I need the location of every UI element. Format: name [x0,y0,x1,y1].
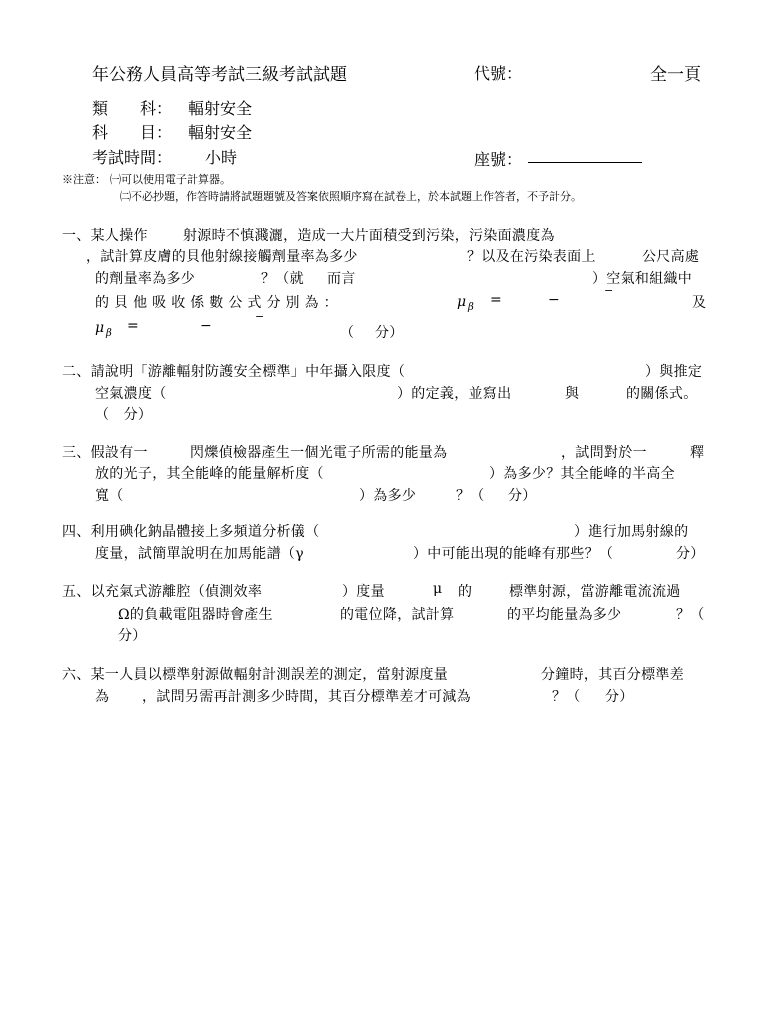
q5-line1c: μ [433,581,443,597]
q3-line1d: 釋 [690,445,705,461]
category-label: 類 科： [92,99,173,118]
q4-line2b: ）中可能出現的能峰有那些？（ [413,546,614,562]
q3-line2b: ）為多少？其全能峰的半高全 [489,466,675,482]
q2-line2d: 的關係式。 [626,386,698,402]
q6-line2b: ，試問另需再計測多少時間，其百分標準差才可減為 [142,689,471,705]
q3-line1c: ，試問對於一 [561,445,647,461]
q1-line1a: 一、某人操作 [62,228,148,244]
equals-sign-air: = [490,292,503,308]
q2-line2b: ）的定義，並寫出 [397,386,512,402]
q1-line2c: 公尺高處 [642,249,700,265]
time-value: 小時 [205,148,238,167]
q2-points: （ 分） [95,407,153,423]
q3-line1b: 閃爍偵檢器產生一個光電子所需的能量為 [190,445,448,461]
beta-subscript-tissue: β [106,328,112,339]
equals-sign-tissue: = [127,318,140,334]
q5-line2d: ？（ [676,607,705,623]
q6-line2d: 分） [605,689,634,705]
mu-symbol-air: μ [457,294,467,310]
q5-line1a: 五、以充氣式游離腔（偵測效率 [62,584,263,600]
q5-line1e: 標準射源，當游離電流流過 [509,584,681,600]
q4-line2c: 分） [676,546,705,562]
q6-line2a: 為 [95,689,110,705]
subject-label: 科 目： [92,123,173,142]
time-label: 考試時間： [92,148,173,167]
q1-line2a: ，試計算皮膚的貝他射線接觸劑量率為多少 [86,249,358,265]
q1-points-close: 分） [375,325,404,341]
and-word: 及 [692,295,707,311]
q3-line3b: ）為多少 [359,488,417,504]
minus-sign-tissue: − [200,318,213,334]
q3-line3a: 寬（ [95,488,124,504]
q1-line1b: 射源時不慎濺灑，造成一大片面積受到污染，污染面濃度為 [183,228,555,244]
exponent-mark-tissue: − [255,310,265,323]
seat-number-line [528,162,642,163]
q5-line2b: 的電位降，試計算 [340,607,455,623]
q5-line1b: ）度量 [342,584,385,600]
q1-line2b: ？以及在污染表面上 [467,249,596,265]
q5-points: 分） [118,628,147,644]
q6-line2c: ？（ [552,689,581,705]
page-count: 全一頁 [650,65,701,85]
seat-label: 座號： [474,150,523,169]
note-2: ㈡不必抄題，作答時請將試題題號及答案依照順序寫在試卷上，於本試題上作答者，不予計分。 [120,190,582,203]
q4-line2a: 度量，試簡單說明在加馬能譜（γ [95,546,304,562]
q3-line3d: 分） [508,488,537,504]
q1-line3a: 的劑量率為多少 [95,271,196,287]
q1-line3b: ？（就 [261,271,304,287]
q6-line1b: 分鐘時，其百分標準差 [541,667,684,683]
q3-line3c: ？（ [456,488,485,504]
q1-line3d: ）空氣和組織中 [592,271,693,287]
q3-line1a: 三、假設有一 [62,445,148,461]
category-value: 輻射安全 [188,99,253,118]
q3-line2a: 放的光子，其全能峰的能量解析度（ [95,466,324,482]
q6-line1a: 六、某一人員以標準射源做輻射計測誤差的測定，當射源度量 [62,667,449,683]
exponent-mark-air: − [604,284,614,297]
q4-line1a: 四、利用碘化鈉晶體接上多頻道分析儀（ [62,524,320,540]
note-1: ㈠可以使用電子計算器。 [110,173,231,186]
q1-points-open: （ [340,325,355,341]
q2-line1a: 二、請說明「游離輻射防護安全標準」中年攝入限度（ [62,364,406,380]
q5-line2a: Ω的負載電阻器時會產生 [118,607,273,623]
q2-line2c: 與 [565,386,580,402]
exam-title: 年公務人員高等考試三級考試試題 [92,65,347,85]
q4-line1b: ）進行加馬射線的 [574,524,689,540]
q2-line1b: ）與推定 [645,364,703,380]
mu-symbol-tissue: μ [95,320,105,336]
subject-value: 輻射安全 [188,123,253,142]
q1-line4a: 的 貝 他 吸 收 係 數 公 式 分 別 為 ： [95,295,338,311]
code-label: 代號： [474,64,523,83]
beta-subscript-air: β [468,302,474,313]
q2-line2a: 空氣濃度（ [95,386,167,402]
q5-line2c: 的平均能量為多少 [507,607,622,623]
q5-line1d: 的 [458,584,473,600]
q1-line3c: 而言 [327,271,356,287]
note-label: ※注意： [62,173,106,186]
minus-sign-air: − [548,292,561,308]
